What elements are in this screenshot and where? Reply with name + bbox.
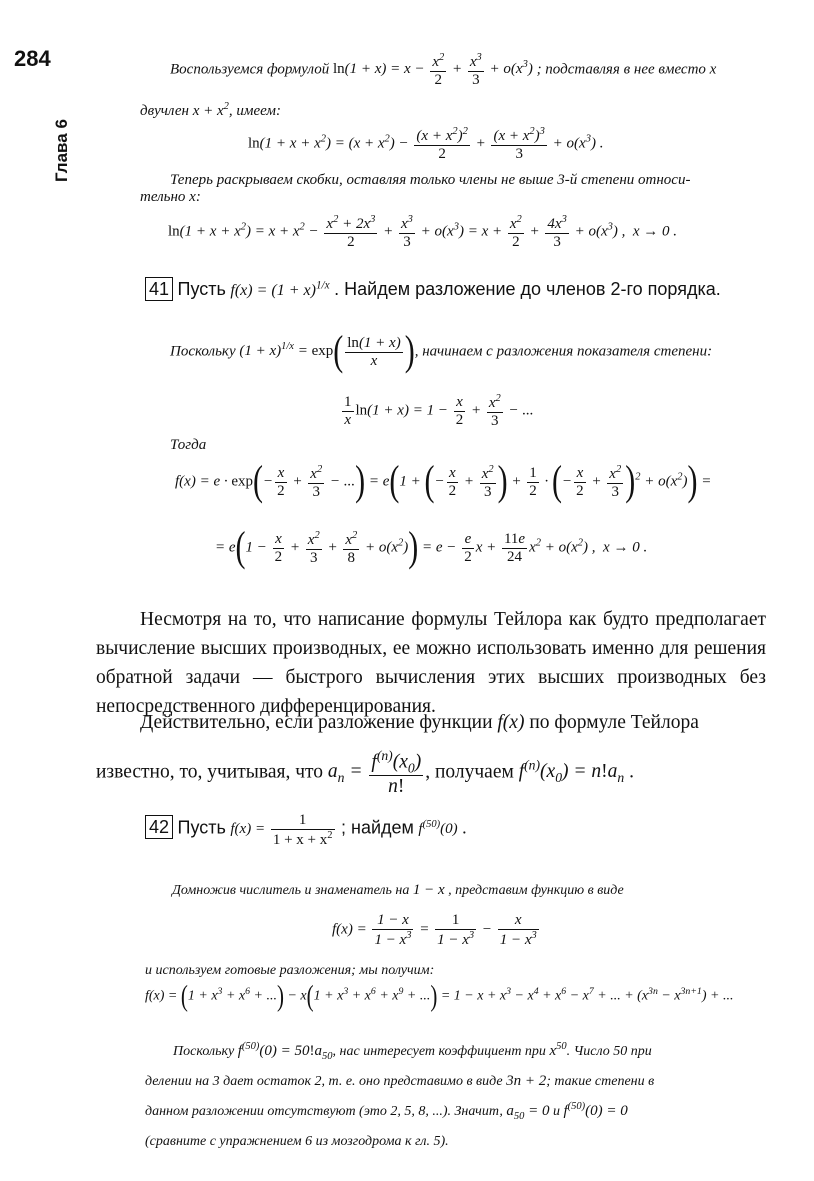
ex42-multiply: Домножив числитель и знаменатель на 1 − x , представим функцию в виде (172, 882, 624, 898)
formula-fraction: f(x) = $\frac{1 - x}{1 - x^3}$ = $\frac{1}{1 - x^3}$ − $\frac{x}{1 - x^3}$ (332, 912, 537, 948)
intro-line-2: двучлен $x + x^2$, имеем: (140, 101, 281, 119)
para-indeed: Действительно, если разложение функции f(x) по формуле Тейлора (140, 712, 699, 733)
formula-fx-2: = e(1 − $\frac{x}{2}$ + $\frac{x^2}{3}$ + $\frac{x^2}{8}$ + $o(x^2)) = e$ − $\frac{e}{2}$ x + $\frac{11e}{24}$ $x^2 + o(x^2)$ , x → 0 . (215, 524, 648, 571)
formula-ln: ln(1 + x) = x − $\frac{x^2}{2}$ + $\frac{x^3}{3}$ + $o(x^3)$ (332, 52, 533, 88)
ex41-statement: 41 Пусть $f(x) = (1 + x)^{1/x}$ . Найдем разложение до членов 2-го порядка. (145, 277, 721, 301)
formula-exponent: $\frac{1}{x}$ ln(1 + x) = 1 − $\frac{x}{2}$ + $\frac{x^2}{3}$ − ... (344, 393, 534, 429)
ex42-use: и используем готовые разложения; мы получим: (145, 963, 435, 978)
formula-series: $f(x) = (1 + x^3 + x^6$ + ...) − $x(1 + x^3 + x^6 + x^9$ + ...) = $1 - x + x^3 - x^4 + x^6 - x^7$ + ... + $(x^{3n} - x^{3n+1})$ + ... (145, 979, 734, 1013)
para-known: известно, то, учитывая, что $a_n$ = $\frac{f^{(n)}(x_0)}{n!}$ , получаем $f^{(n)}(x_0) = n!a_n$ . (96, 748, 634, 798)
expand-note: Теперь раскрываем скобки, оставляя только члены не выше 3-й степени относи- тельно x: (140, 172, 691, 205)
chapter-label: Глава 6 (52, 119, 71, 182)
para-taylor: Несмотря на то, что написание формулы Тейлора как будто предполагает вычисление высших производных, ее можно использовать именно для решения обратной задачи — быстрого вычисления этих высших производных без непосредственного дифференцирования. (96, 609, 766, 717)
ex42-conclusion: Поскольку $f^{(50)}(0) = 50!a_{50}$, нас интересует коэффициент при $x^{50}$. Число 50 при делении на 3 дает остаток 2, т. е. оно представимо в виде 3n + 2; такие степени в данном разложении отсутствуют (это 2, 5, 8, ...). Значит, $a_{50} = 0$ и $f^{(50)}(0) = 0$ (сравните с упражнением 6 из мозгодрома к гл. 5). (145, 1041, 655, 1149)
ex41-since: Поскольку $(1 + x)^{1/x} = \exp$( $\frac{\ln(1 + x)}{x}$ ), начинаем с разложения показателя степени: (170, 328, 713, 375)
formula-substitution: $\ln(1 + x + x^2) = (x + x^2)$ − $\frac{(x + x^2)^2}{2}$ + $\frac{(x + x^2)^3}{3}$ + $o(x^3)$ . (248, 126, 604, 162)
ex41-number: 41 (145, 277, 173, 301)
formula-fx-1: f(x) = e · exp(− $\frac{x}{2}$ + $\frac{x^2}{3}$ − ...) = e(1 + (− $\frac{x}{2}$ + $\frac{x^2}{3}$ ) + $\frac{1}{2}$ · (− $\frac{x}{2}$ + $\frac{x^2}{3}$ )$^2 + o(x^2)$) = (175, 458, 712, 505)
ex41-then: Тогда (170, 437, 207, 453)
intro-line-1: Воспользуемся формулой ln(1 + x) = x − $\frac{x^2}{2}$ + $\frac{x^3}{3}$ + $o(x^3)$ ; подставляя в нее вместо x (170, 52, 717, 88)
formula-expanded: $\ln(1 + x + x^2) = x + x^2$ − $\frac{x^2 + 2x^3}{2}$ + $\frac{x^3}{3}$ + $o(x^3) = x$ + $\frac{x^2}{2}$ + $\frac{4x^3}{3}$ + $o(x^3)$ , x → 0 . (168, 214, 678, 250)
ex42-number: 42 (145, 815, 173, 839)
ex42-statement: 42 Пусть f(x) = $\frac{1}{1 + x + x^2}$ ; найдем $f^{(50)}(0)$ . (145, 812, 467, 848)
page-number: 284 (14, 46, 51, 71)
